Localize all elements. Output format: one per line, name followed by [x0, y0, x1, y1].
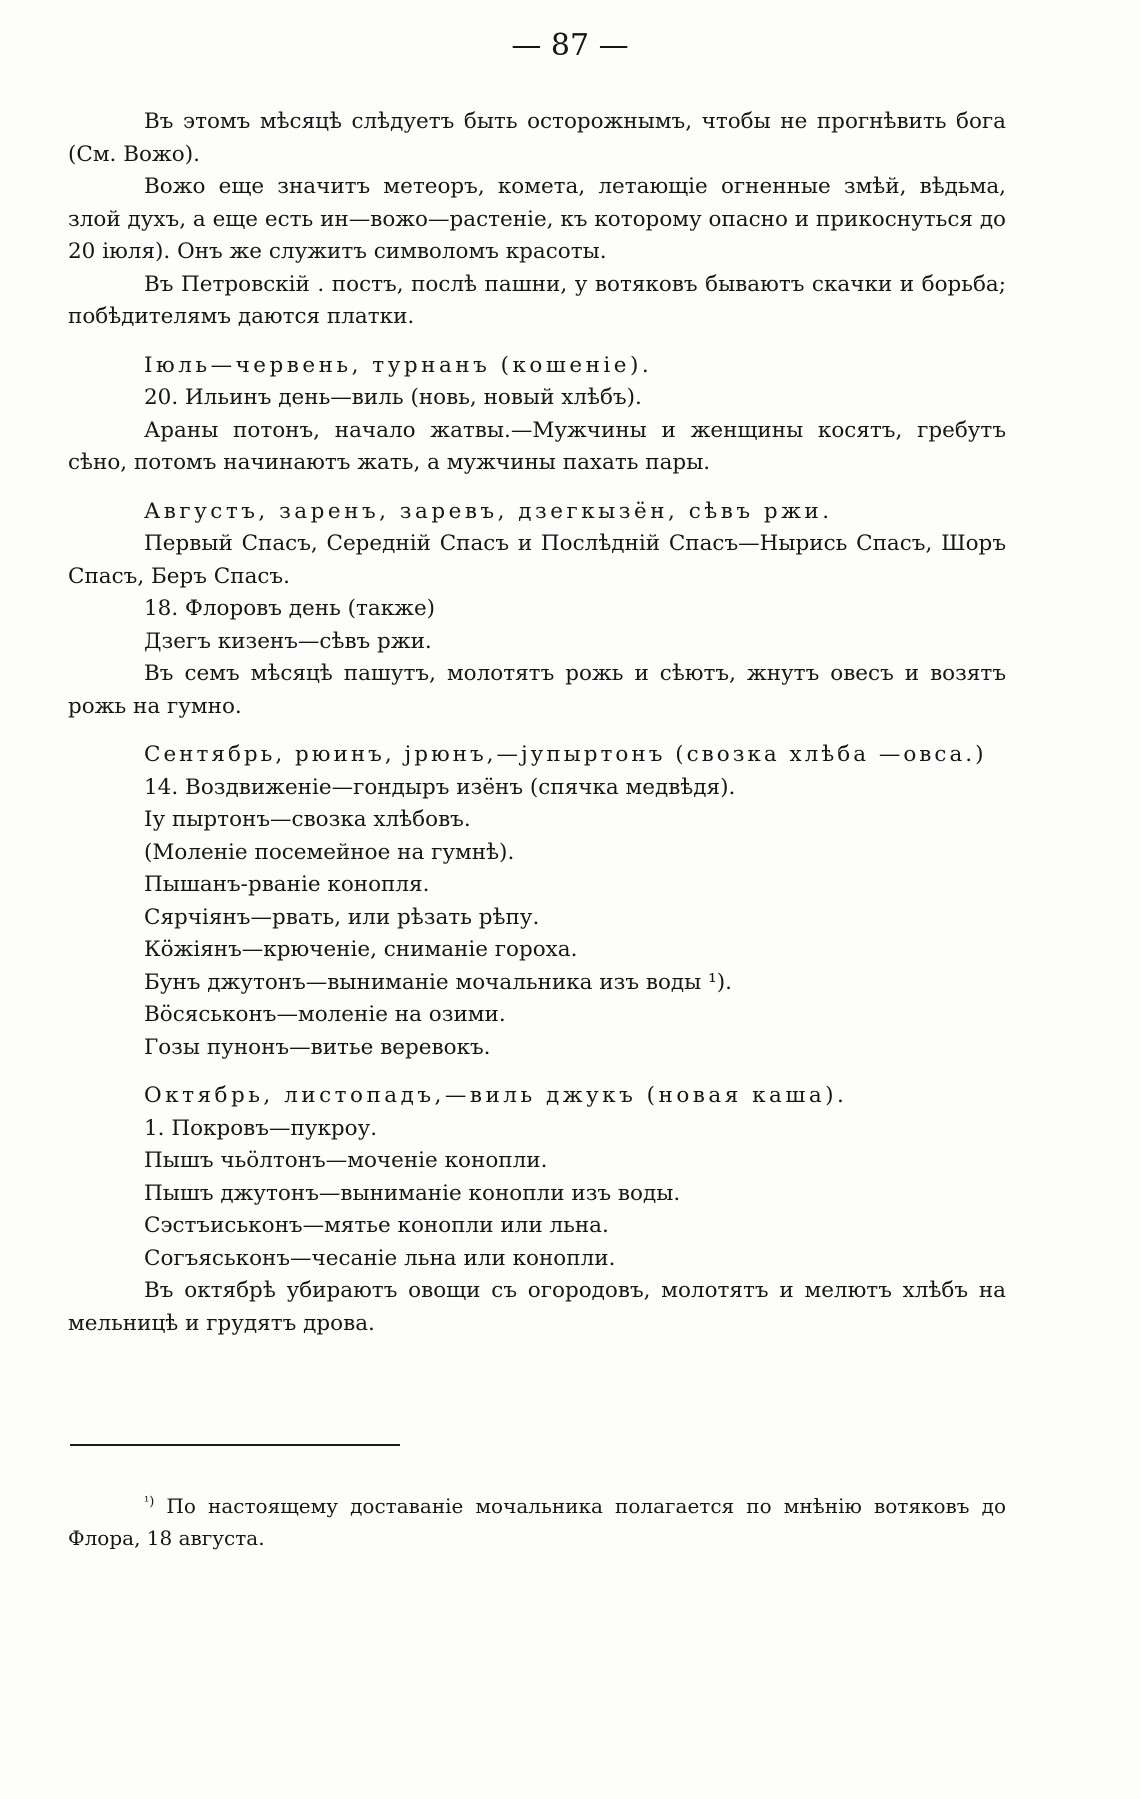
list-item: Бунъ джутонъ—выниманіе мочальника изъ воды ¹).: [144, 969, 732, 995]
list-item: (Моленіе посемейное на гумнѣ).: [144, 839, 515, 865]
main-text: [68, 106, 1006, 1340]
paragraph: Первый Спасъ, Середній Спасъ и Послѣдній Спасъ—Нырись Спасъ, Шоръ Спасъ, Беръ Спасъ.: [68, 531, 1006, 589]
paragraph: Въ семъ мѣсяцѣ пашутъ, молотятъ рожь и сѣютъ, жнутъ овесъ и возятъ рожь на гумно.: [68, 661, 1006, 719]
list-item: Дзегъ кизенъ—сѣвъ ржи.: [144, 628, 432, 654]
section-heading-september: Сентябрь, рюинъ, јрюнъ,—јупыртонъ (свозка хлѣба —овса.): [144, 742, 987, 767]
footnote: [68, 1490, 1006, 1554]
list-item: Сярчіянъ—рвать, или рѣзать рѣпу.: [144, 904, 540, 930]
footnote-text: По настоящему доставаніе мочальника полагается по мнѣнію вотяковъ до Флора, 18 августа.: [68, 1494, 1006, 1550]
list-item: Согъяськонъ—чесаніе льна или конопли.: [144, 1245, 616, 1271]
section-heading-july: Іюль—червень, турнанъ (кошеніе).: [144, 352, 653, 378]
list-item: Гозы пунонъ—витье веревокъ.: [144, 1034, 491, 1060]
paragraph: Въ Петровскій . постъ, послѣ пашни, у вотяковъ бываютъ скачки и борьба; побѣдителямъ даются платки.: [68, 271, 1006, 329]
list-item: Пышанъ-рваніе конопля.: [144, 872, 430, 897]
list-item: 18. Флоровъ день (также): [144, 596, 436, 621]
list-item: Кöжіянъ—крюченіе, сниманіе гороха.: [144, 937, 578, 962]
list-item: Іу пыртонъ—свозка хлѣбовъ.: [144, 807, 471, 832]
page-number: — 87 —: [511, 28, 629, 63]
paragraph: Араны потонъ, начало жатвы.—Мужчины и женщины косятъ, гребутъ сѣно, потомъ начинаютъ жать, а мужчины пахать пары.: [68, 417, 1006, 475]
paragraph: Въ этомъ мѣсяцѣ слѣдуетъ быть осторожнымъ, чтобы не прогнѣвить бога (См. Вожо).: [68, 109, 1006, 167]
footnote-divider: [70, 1444, 400, 1446]
footnote-marker: ¹): [144, 1494, 155, 1510]
list-item: 20. Ильинъ день—виль (новь, новый хлѣбъ).: [144, 385, 642, 410]
section-heading-august: Августъ, заренъ, заревъ, дзегкызён, сѣвъ ржи.: [144, 498, 833, 524]
list-item: 1. Покровъ—пукроу.: [144, 1115, 378, 1141]
paragraph: Вожо еще значитъ метеоръ, комета, летающіе огненные змѣй, вѣдьма, злой духъ, а еще есть ин—вожо—растеніе, къ которому опасно и прикоснуться до 20 іюля). Онъ же служитъ символомъ красоты.: [68, 174, 1006, 264]
list-item: Пышъ чьöлтонъ—моченіе конопли.: [144, 1148, 548, 1173]
list-item: Сэстъиськонъ—мятье конопли или льна.: [144, 1213, 609, 1238]
paragraph: Въ октябрѣ убираютъ овощи съ огородовъ, молотятъ и мелютъ хлѣбъ на мельницѣ и грудятъ дрова.: [68, 1278, 1006, 1336]
list-item: 14. Воздвиженіе—гондыръ изёнъ (спячка медвѣдя).: [144, 774, 736, 800]
list-item: Пышъ джутонъ—выниманіе конопли изъ воды.: [144, 1180, 681, 1206]
section-heading-october: Октябрь, листопадъ,—виль джукъ (новая каша).: [144, 1083, 848, 1108]
list-item: Вöсяськонъ—моленіе на озими.: [144, 1002, 506, 1027]
